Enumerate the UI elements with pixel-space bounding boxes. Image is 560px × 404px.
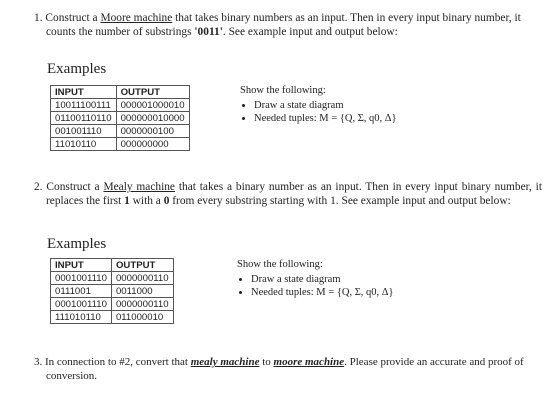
question-2-number: 2.	[34, 181, 43, 193]
output-cell: 0011000	[111, 285, 173, 298]
table-row	[51, 272, 174, 285]
table-row	[51, 112, 190, 125]
table-row	[51, 125, 190, 138]
list-item: • Draw a state diagram	[254, 99, 397, 112]
output-header: OUTPUT	[111, 259, 173, 272]
show-following-2	[237, 258, 394, 299]
question-2	[34, 181, 542, 208]
output-cell: 0000000110	[111, 272, 173, 285]
input-cell: 111010110	[51, 311, 112, 324]
input-cell: 0001001110	[51, 272, 112, 285]
output-cell: 011000010	[111, 311, 173, 324]
table-row	[51, 99, 190, 112]
output-header: OUTPUT	[116, 86, 189, 99]
moore-machine-term: Moore machine	[100, 12, 173, 24]
list-item: • Draw a state diagram	[251, 273, 394, 286]
mealy-machine-term: mealy machine	[190, 356, 260, 368]
bold-zero: 0	[163, 194, 170, 207]
table-row	[51, 138, 190, 151]
table-row	[51, 298, 174, 311]
input-cell: 0111001	[51, 285, 112, 298]
question-1	[34, 12, 542, 39]
show-title: Show the following:	[240, 85, 326, 96]
input-cell: 01100110110	[51, 112, 117, 125]
output-cell: 000001000010	[116, 99, 189, 112]
examples-table-2	[50, 258, 174, 324]
substring-pattern: '0011'	[194, 25, 223, 38]
question-3	[34, 356, 542, 383]
input-cell: 10011100111	[51, 99, 117, 112]
input-cell: 11010110	[51, 138, 117, 151]
question-1-number: 1.	[34, 12, 43, 24]
list-item: • Needed tuples: M = {Q, Σ, q0, Δ}	[254, 112, 397, 125]
question-2-pre: Construct a	[46, 181, 104, 193]
output-cell: 0000000100	[116, 125, 189, 138]
show-following-1	[240, 84, 397, 125]
show-title: Show the following:	[237, 259, 323, 270]
question-3-mid: to	[259, 356, 274, 368]
question-2-mid: with a	[129, 194, 164, 207]
examples-table-1	[50, 85, 190, 151]
table-row	[51, 285, 174, 298]
question-1-pre: Construct a	[45, 12, 101, 24]
question-2-text: that takes a binary number as an input. Then in every input binary number, it replaces the first	[46, 181, 542, 207]
output-cell: 000000010000	[116, 112, 189, 125]
question-3-text-end: . Please provide an accurate and proof of conversion.	[46, 356, 524, 382]
list-item: • Needed tuples: M = {Q, Σ, q0, Δ}	[251, 286, 394, 299]
question-2-text-end: from every substring starting with 1. See example input and output below:	[169, 194, 511, 207]
input-cell: 0001001110	[51, 298, 112, 311]
question-3-number: 3.	[34, 356, 43, 368]
table-row	[51, 311, 174, 324]
question-1-text-end: . See example input and output below:	[222, 25, 398, 38]
bold-one: 1	[124, 194, 130, 207]
input-cell: 001001110	[51, 125, 117, 138]
examples-heading-2: Examples	[47, 236, 107, 252]
input-header: INPUT	[51, 259, 112, 272]
moore-machine-term: moore machine	[273, 356, 345, 368]
mealy-machine-term: Mealy machine	[103, 181, 175, 193]
question-1-text: that takes binary numbers as an input. Then in every input binary number, it counts the number of substrings	[46, 12, 521, 38]
question-3-pre: In connection to #2, convert that	[45, 356, 191, 368]
input-header: INPUT	[51, 86, 117, 99]
output-cell: 0000000110	[111, 298, 173, 311]
output-cell: 000000000	[116, 138, 189, 151]
examples-heading-1: Examples	[47, 61, 107, 77]
